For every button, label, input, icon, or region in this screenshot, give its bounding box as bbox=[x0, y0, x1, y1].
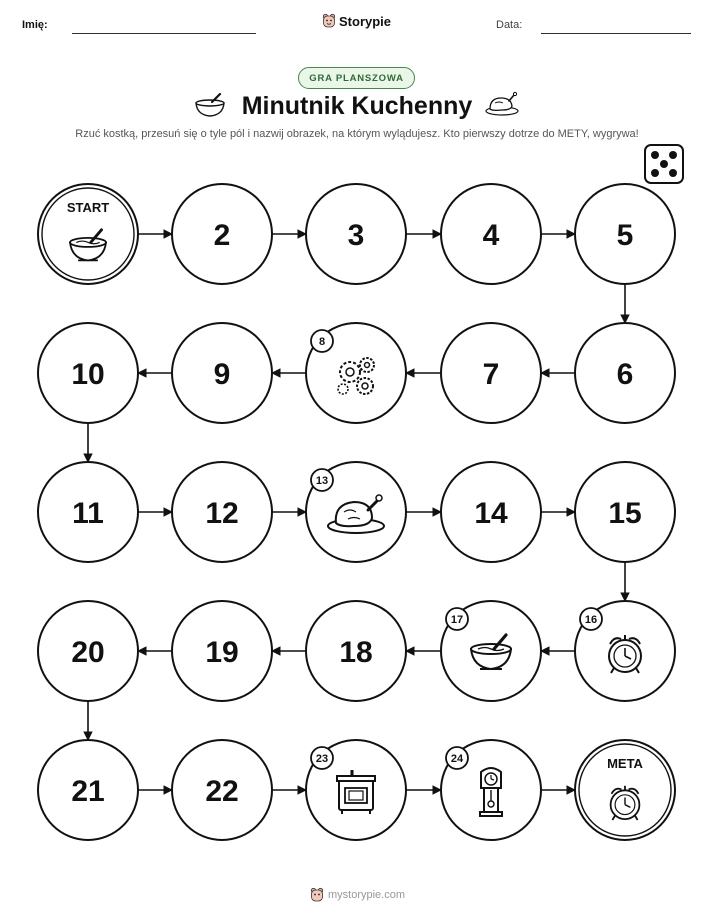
board-cell-19 bbox=[172, 601, 272, 701]
cell-number: 9 bbox=[213, 358, 231, 391]
board-cell-12 bbox=[172, 462, 272, 562]
stove-icon bbox=[337, 770, 375, 814]
start-cell bbox=[38, 184, 138, 284]
cell-number: 22 bbox=[205, 775, 239, 808]
cell-number: 3 bbox=[347, 219, 365, 252]
cell-number-badge: 17 bbox=[450, 614, 464, 626]
cell-number-badge: 13 bbox=[315, 475, 329, 487]
cell-number: 19 bbox=[205, 636, 239, 669]
cell-number: 12 bbox=[205, 497, 239, 530]
alarm-clock-icon bbox=[611, 786, 640, 820]
cell-number: 15 bbox=[608, 497, 642, 530]
cell-number: 4 bbox=[482, 219, 500, 252]
board-cell-7 bbox=[441, 323, 541, 423]
board-cell-9 bbox=[172, 323, 272, 423]
instructions: Rzuć kostką, przesuń się o tyle pól i nazwij obrazek, na którym wylądujesz. Kto pierwszy dotrze do METY, wygrywa! bbox=[75, 128, 639, 140]
board-cell-13 bbox=[306, 462, 406, 562]
cell-number: 14 bbox=[474, 497, 508, 530]
board-cell-10 bbox=[38, 323, 138, 423]
board-cell-23 bbox=[306, 740, 406, 840]
game-type-badge: GRA PLANSZOWA bbox=[298, 67, 415, 89]
board-cell-15 bbox=[575, 462, 675, 562]
footer-url: mystorypie.com bbox=[328, 889, 406, 901]
cell-number: 6 bbox=[616, 358, 634, 391]
cell-number-badge: 23 bbox=[315, 753, 329, 765]
cell-number-badge: 24 bbox=[450, 753, 464, 765]
cell-number-badge: 8 bbox=[318, 336, 326, 348]
grandfather-clock-icon bbox=[480, 768, 502, 816]
board-cell-2 bbox=[172, 184, 272, 284]
board-cell-18 bbox=[306, 601, 406, 701]
cell-label: START bbox=[66, 200, 110, 215]
cell-number: 18 bbox=[339, 636, 373, 669]
board-cell-22 bbox=[172, 740, 272, 840]
cell-number-badge: 16 bbox=[584, 614, 598, 626]
board-cell-8 bbox=[306, 323, 406, 423]
cell-number: 10 bbox=[71, 358, 105, 391]
footer bbox=[310, 887, 405, 903]
date-label: Data: bbox=[496, 19, 523, 31]
name-label: Imię: bbox=[22, 19, 48, 31]
cell-number: 5 bbox=[616, 219, 634, 252]
board-cell-4 bbox=[441, 184, 541, 284]
brand-name: Storypie bbox=[339, 13, 392, 29]
cell-number: 2 bbox=[213, 219, 231, 252]
board-cell-11 bbox=[38, 462, 138, 562]
cell-number: 7 bbox=[482, 358, 500, 391]
board-cell-3 bbox=[306, 184, 406, 284]
alarm-clock-icon bbox=[609, 635, 641, 673]
board-cell-24 bbox=[441, 740, 541, 840]
cell-number: 20 bbox=[71, 636, 105, 669]
board-cell-14 bbox=[441, 462, 541, 562]
board-cell-20 bbox=[38, 601, 138, 701]
storypie-logo-icon bbox=[310, 887, 324, 903]
board-cell-17 bbox=[441, 601, 541, 701]
board-cell-21 bbox=[38, 740, 138, 840]
board-cell-16 bbox=[575, 601, 675, 701]
board-cell-5 bbox=[575, 184, 675, 284]
board-cell-6 bbox=[575, 323, 675, 423]
finish-cell bbox=[575, 740, 675, 840]
page-title: Minutnik Kuchenny bbox=[241, 92, 473, 120]
cell-number: 11 bbox=[72, 497, 104, 530]
cell-number: 21 bbox=[71, 775, 105, 808]
cell-label: META bbox=[607, 756, 643, 771]
